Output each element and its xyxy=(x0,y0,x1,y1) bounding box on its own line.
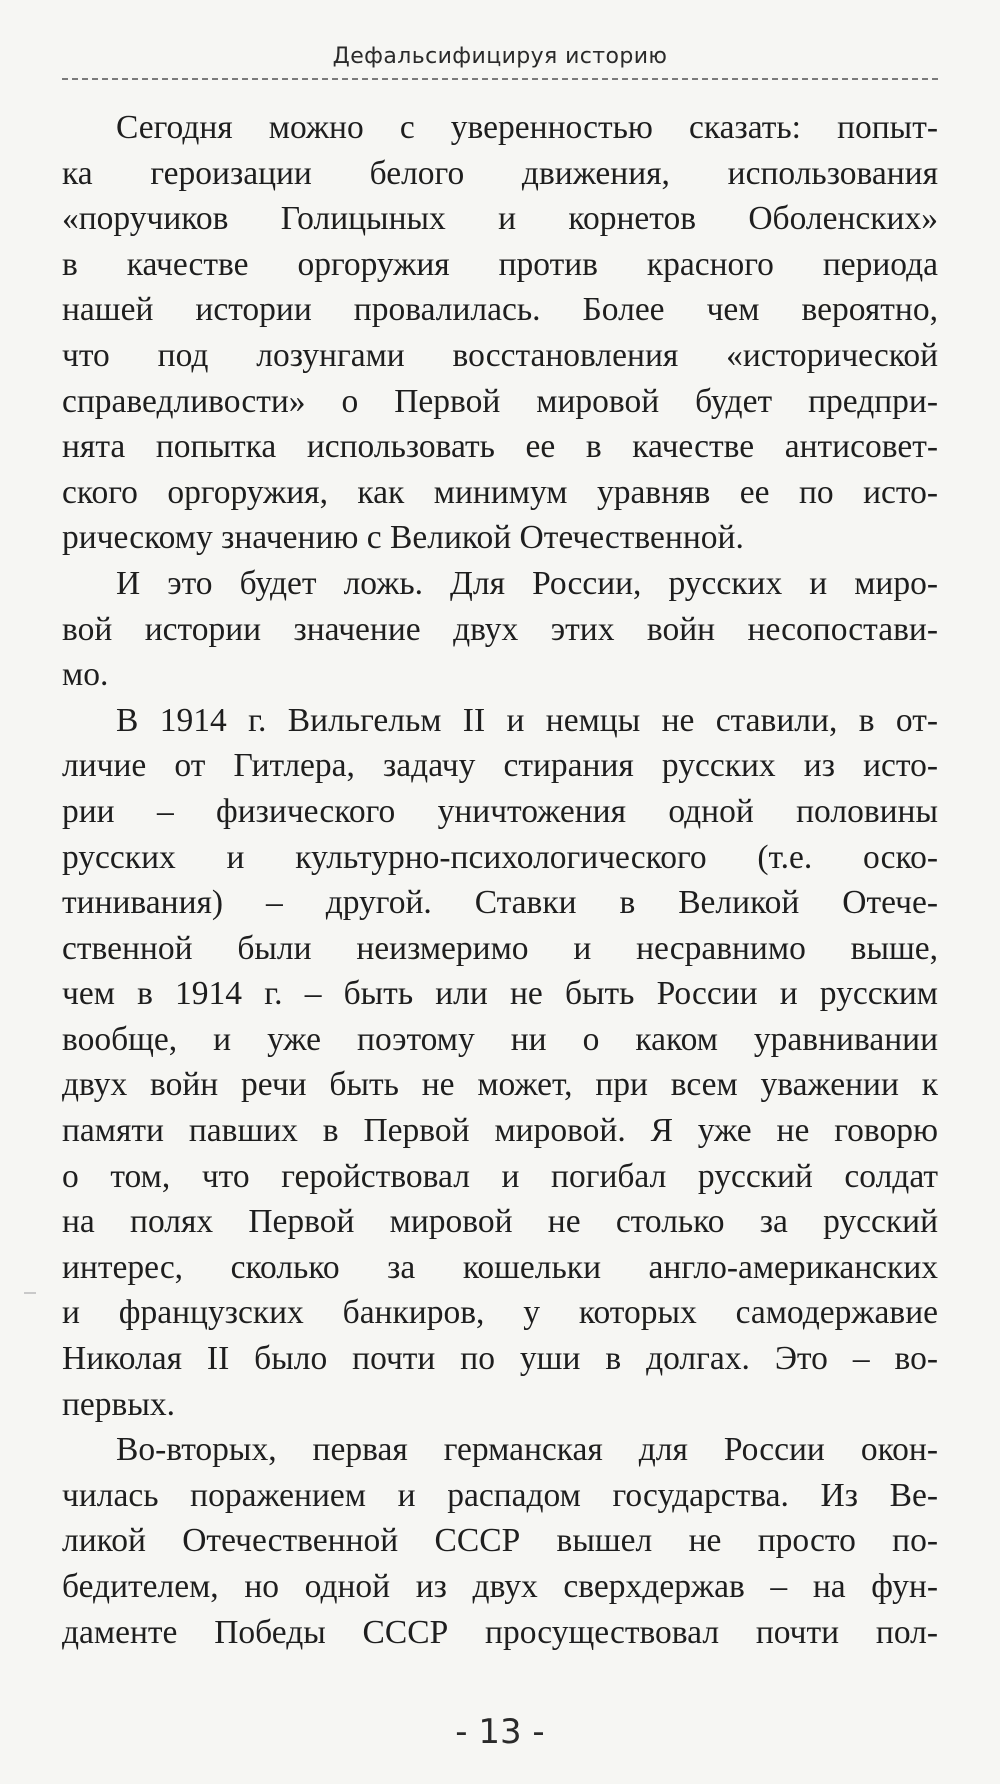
text-line: двух войн речи быть не может, при всем уважении к xyxy=(62,1066,938,1104)
scan-speck xyxy=(24,1292,36,1294)
text-line: «поручиков Голицыных и корнетов Оболенских» xyxy=(62,200,938,238)
text-line: рическому значению с Великой Отечественной. xyxy=(62,519,744,557)
text-line: вообще, и уже поэтому ни о каком уравнивании xyxy=(62,1020,938,1058)
text-line: что под лозунгами восстановления «исторической xyxy=(62,336,938,374)
text-line: мо. xyxy=(62,656,109,694)
body-text xyxy=(62,105,938,1655)
paragraph xyxy=(62,698,938,1428)
text-line: И это будет ложь. Для России, русских и миро- xyxy=(116,564,938,602)
text-line: чем в 1914 г. – быть или не быть России и русским xyxy=(62,975,938,1013)
text-line: Во-вторых, первая германская для России окон- xyxy=(116,1431,938,1469)
text-line: о том, что геройствовал и погибал русский солдат xyxy=(62,1157,938,1195)
text-line: и французских банкиров, у которых самодержавие xyxy=(62,1294,938,1332)
text-line: ского оргоружия, как минимум уравняв ее по исто- xyxy=(62,473,938,511)
text-line: первых. xyxy=(62,1385,175,1423)
text-line: на полях Первой мировой не столько за русский xyxy=(62,1203,938,1241)
text-line: нята попытка использовать ее в качестве антисовет- xyxy=(62,428,938,466)
page-number: - 13 - xyxy=(455,1712,545,1752)
text-line: рии – физического уничтожения одной половины xyxy=(62,792,938,830)
paragraph xyxy=(62,1427,938,1655)
text-line: нашей истории провалилась. Более чем вероятно, xyxy=(62,291,938,329)
text-line: ка героизации белого движения, использования xyxy=(62,154,938,192)
text-line: ликой Отечественной СССР вышел не просто по- xyxy=(62,1522,938,1560)
text-line: русских и культурно-психологического (т.е. оско- xyxy=(62,838,938,876)
text-line: вой истории значение двух этих войн несопостави- xyxy=(62,610,938,648)
text-line: бедителем, но одной из двух сверхдержав – на фун- xyxy=(62,1568,938,1605)
paragraph xyxy=(62,561,938,698)
text-line: чилась поражением и распадом государства. Из Ве- xyxy=(62,1476,938,1514)
text-line: тинивания) – другой. Ставки в Великой Отече- xyxy=(62,884,938,922)
text-line: памяти павших в Первой мировой. Я уже не говорю xyxy=(62,1112,938,1150)
text-line: в качестве оргоружия против красного периода xyxy=(62,245,938,283)
text-line: даменте Победы СССР просуществовал почти пол- xyxy=(62,1613,938,1651)
text-line: Сегодня можно с уверенностью сказать: попыт- xyxy=(116,109,938,146)
text-line: личие от Гитлера, задачу стирания русских из исто- xyxy=(62,747,938,785)
text-line: справедливости» о Первой мировой будет предпри- xyxy=(62,382,938,420)
text-line: ственной были неизмеримо и несравнимо выше, xyxy=(62,929,938,967)
text-line: В 1914 г. Вильгельм II и немцы не ставили, в от- xyxy=(116,701,938,739)
text-line: интерес, сколько за кошельки англо-американских xyxy=(62,1248,938,1286)
running-head: Дефальсифицируя историю xyxy=(332,44,668,69)
paragraph xyxy=(62,105,938,561)
text-line: Николая II было почти по уши в долгах. Это – во- xyxy=(62,1340,938,1378)
header-rule xyxy=(62,78,938,80)
